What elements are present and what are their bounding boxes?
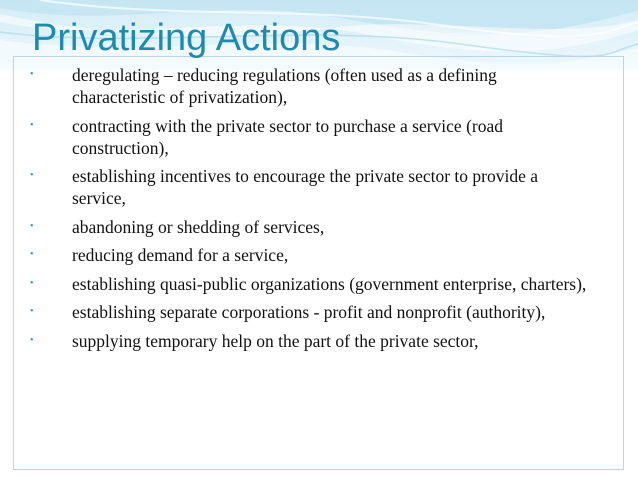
bullet-icon: • (30, 170, 34, 181)
bullet-icon: • (30, 249, 34, 260)
list-item (28, 330, 588, 352)
list-item (28, 64, 588, 108)
bullet-icon: • (30, 220, 34, 232)
bullet-icon: • (30, 69, 34, 80)
bullet-list (28, 64, 588, 358)
list-item (28, 115, 588, 159)
list-item (28, 273, 588, 295)
bullet-text: contracting with the private sector to purchase a service (road construction), (72, 115, 503, 158)
bullet-icon: • (30, 119, 34, 131)
bullet-text: supplying temporary help on the part of the private sector, (72, 330, 479, 351)
list-item (28, 244, 588, 266)
bullet-text: abandoning or shedding of services, (72, 216, 325, 237)
list-item (28, 301, 588, 323)
bullet-text: establishing separate corporations - profit and nonprofit (authority), (72, 302, 546, 322)
bullet-text: establishing incentives to encourage the private sector to provide a service, (72, 166, 539, 208)
bullet-text: reducing demand for a service, (72, 245, 289, 265)
bullet-text: establishing quasi-public organizations (government enterprise, charters), (72, 273, 587, 294)
slide-title: Privatizing Actions (32, 17, 341, 59)
bullet-text: deregulating – reducing regulations (often used as a defining characteristic of privatization), (72, 65, 497, 107)
bullet-icon: • (30, 277, 34, 289)
bullet-icon: • (30, 334, 34, 346)
list-item (28, 216, 588, 238)
list-item (28, 165, 588, 209)
bullet-icon: • (30, 306, 34, 317)
